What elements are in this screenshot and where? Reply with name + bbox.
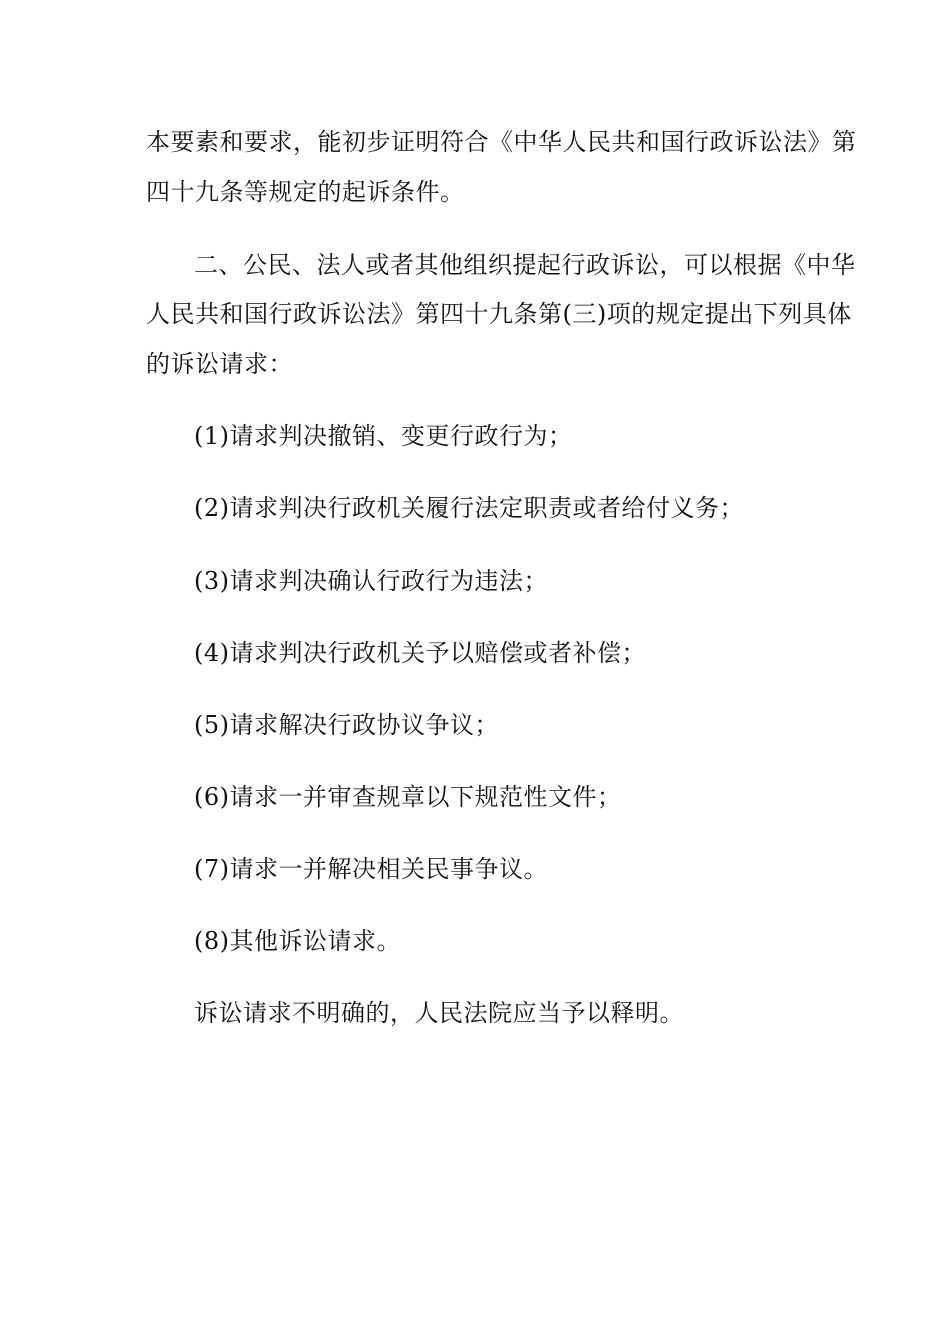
list-item-7: (7)请求一并解决相关民事争议。	[194, 855, 548, 883]
list-item-8: (8)其他诉讼请求。	[194, 927, 401, 955]
list-item-6: (6)请求一并审查规章以下规范性文件；	[194, 783, 622, 811]
paragraph-1-line-2: 四十九条等规定的起诉条件。	[146, 178, 465, 206]
paragraph-1-line-1: 本要素和要求，能初步证明符合《中华人民共和国行政诉讼法》第	[146, 128, 857, 156]
list-item-3: (3)请求判决确认行政行为违法；	[194, 567, 548, 595]
paragraph-2-line-1: 二、公民、法人或者其他组织提起行政诉讼，可以根据《中华	[194, 251, 856, 279]
list-item-2: (2)请求判决行政机关履行法定职责或者给付义务；	[194, 494, 744, 522]
paragraph-2-line-3: 的诉讼请求：	[146, 350, 293, 378]
closing-statement: 诉讼请求不明确的，人民法院应当予以释明。	[194, 999, 684, 1027]
paragraph-2-line-2: 人民共和国行政诉讼法》第四十九条第(三)项的规定提出下列具体	[146, 300, 852, 328]
list-item-1: (1)请求判决撤销、变更行政行为；	[194, 422, 573, 450]
list-item-5: (5)请求解决行政协议争议；	[194, 711, 499, 739]
list-item-4: (4)请求判决行政机关予以赔偿或者补偿；	[194, 639, 646, 667]
